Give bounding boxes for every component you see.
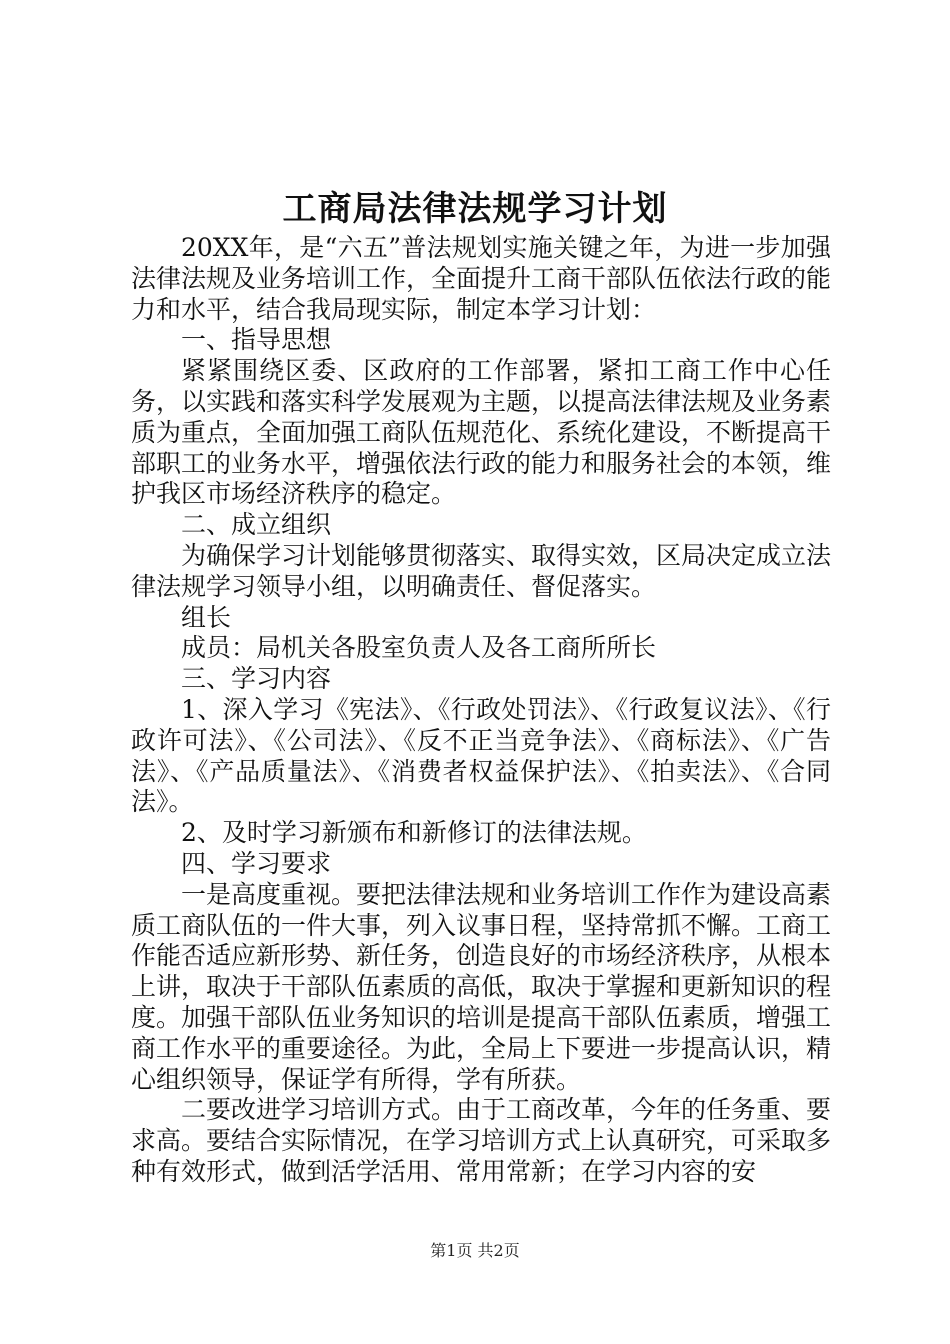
document-body (131, 233, 831, 1188)
document-title: 工商局法律法规学习计划 (282, 189, 668, 229)
paragraph-content-laws: 1、深入学习《宪法》、《行政处罚法》、《行政复议法》、《行政许可法》、《公司法》、《反不正当竞争法》、《商标法》、《广告法》、《产品质量法》、《消费者权益保护法》、《拍卖法》、《合同法》。 (131, 694, 831, 817)
paragraph-content-new-laws: 2、及时学习新颁布和新修订的法律法规。 (181, 818, 647, 848)
paragraph-organization: 为确保学习计划能够贯彻落实、取得实效，区局决定成立法律法规学习领导小组，以明确责任、督促落实。 (131, 540, 832, 601)
paragraph-requirement-two: 二要改进学习培训方式。由于工商改革，今年的任务重、要求高。要结合实际情况，在学习培训方式上认真研究，可采取多种有效形式，做到活学活用、常用常新；在学习内容的安 (131, 1095, 832, 1186)
page-footer: 第1页 共2页 (430, 1241, 520, 1260)
paragraph-guiding-thought: 紧紧围绕区委、区政府的工作部署，紧扣工商工作中心任务，以实践和落实科学发展观为主题，以提高法律法规及业务素质为重点，全面加强工商队伍规范化、系统化建设，不断提高干部职工的业务水平，增强依法行政的能力和服务社会的本领，维护我区市场经济秩序的稳定。 (131, 356, 832, 509)
section-heading-content: 三、学习内容 (181, 664, 332, 694)
section-heading-organization: 二、成立组织 (181, 510, 332, 540)
section-heading-guiding-thought: 一、指导思想 (181, 325, 332, 355)
paragraph-members: 成员：局机关各股室负责人及各工商所所长 (181, 633, 657, 663)
paragraph-requirement-one: 一是高度重视。要把法律法规和业务培训工作作为建设高素质工商队伍的一件大事，列入议事日程，坚持常抓不懈。工商工作能否适应新形势、新任务，创造良好的市场经济秩序，从根本上讲，取决于干部队伍素质的高低，取决于掌握和更新知识的程度。加强干部队伍业务知识的培训是提高干部队伍素质，增强工商工作水平的重要途径。为此，全局上下要进一步提高认识，精心组织领导，保证学有所得，学有所获。 (131, 879, 832, 1094)
section-heading-requirements: 四、学习要求 (181, 848, 332, 878)
paragraph-intro: 20XX年，是“六五”普法规划实施关键之年，为进一步加强法律法规及业务培训工作，全面提升工商干部队伍依法行政的能力和水平，结合我局现实际，制定本学习计划： (131, 233, 832, 324)
paragraph-group-leader: 组长 (181, 602, 232, 632)
